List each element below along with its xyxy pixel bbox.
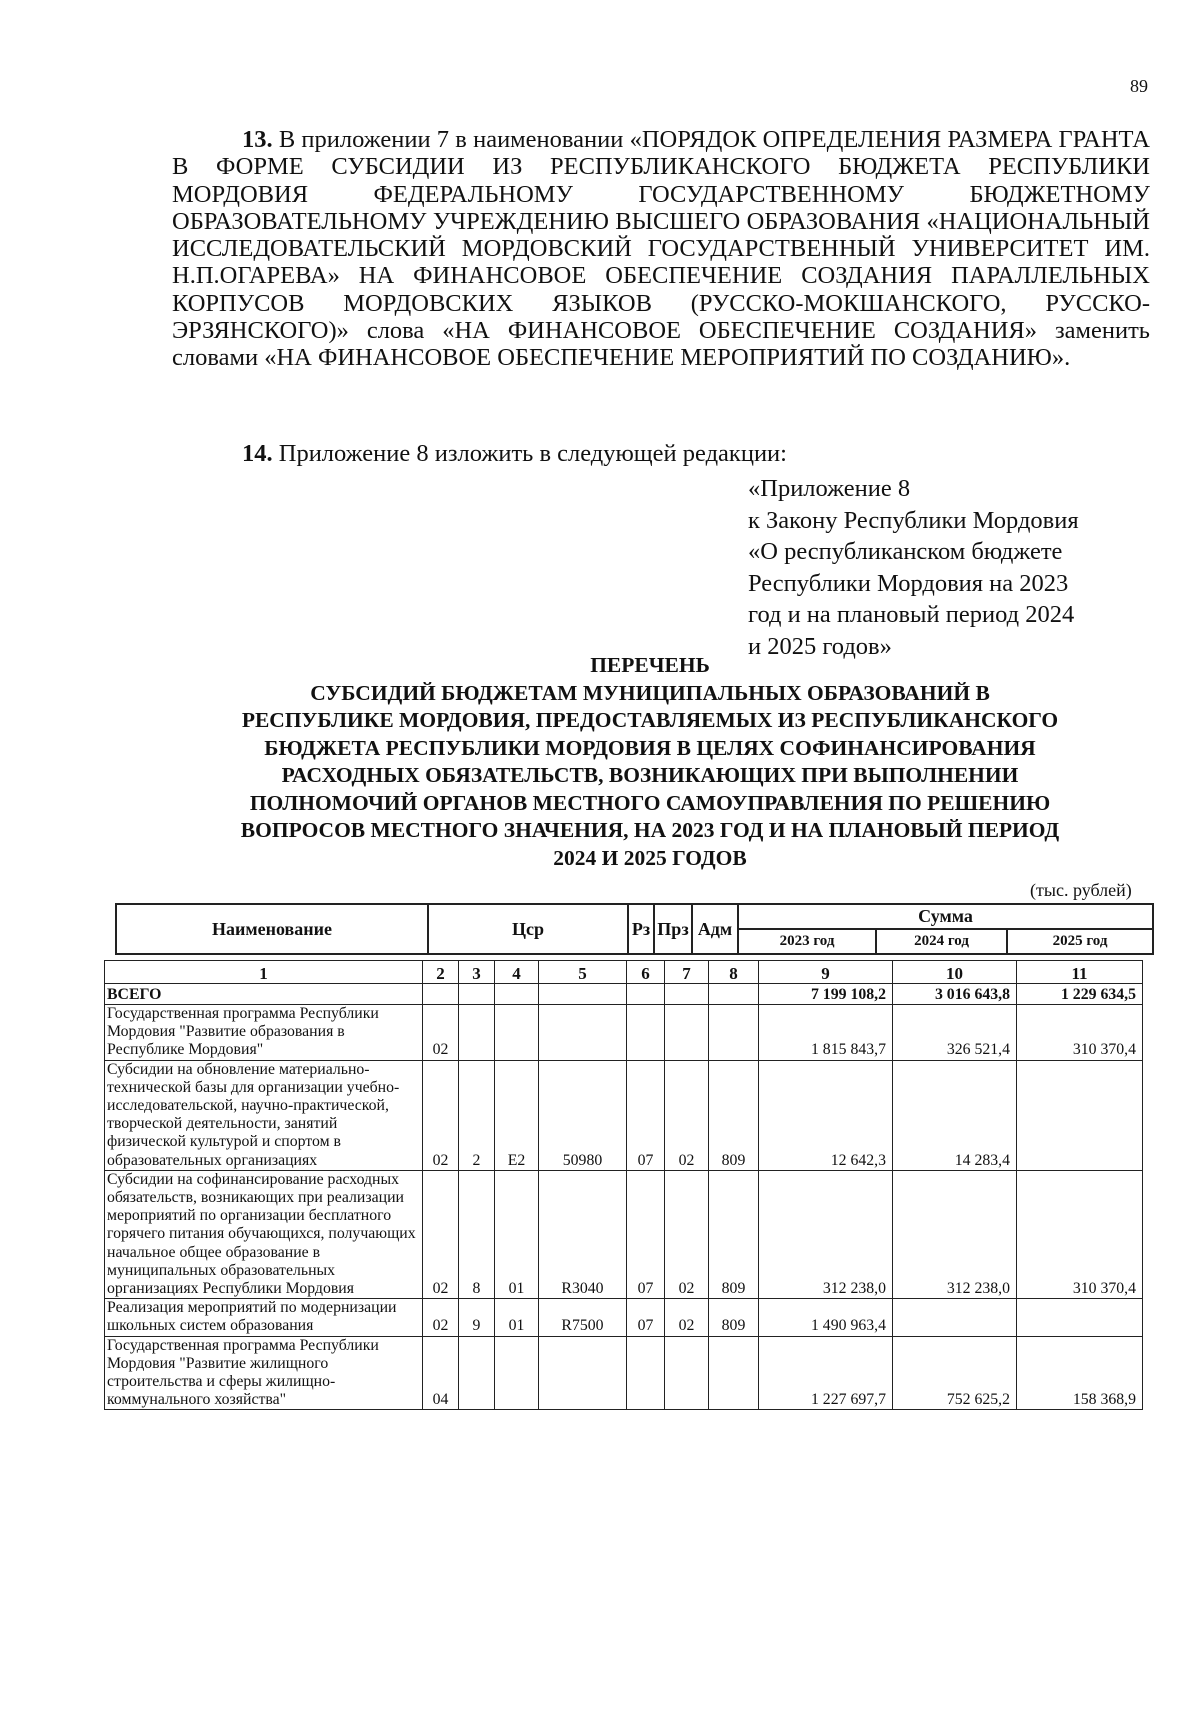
column-number: 8 [709, 961, 759, 984]
paragraph-14-text: Приложение 8 изложить в следующей редакции: [272, 440, 787, 467]
column-number: 4 [495, 961, 539, 984]
appendix-line: Республики Мордовия на 2023 [748, 569, 1069, 597]
page-number: 89 [1130, 76, 1148, 96]
unit-note: (тыс. рублей) [1030, 880, 1132, 900]
total-label: ВСЕГО [105, 984, 423, 1005]
appendix-line: и 2025 годов» [748, 632, 892, 660]
table-cell [459, 984, 495, 1005]
row-name: Государственная программа Республики Мордовия "Развитие образования в Республике Мордовия" [105, 1005, 423, 1061]
row-2025: 310 370,4 [1017, 1005, 1143, 1061]
row-csr-2 [459, 1005, 495, 1061]
table-cell [627, 984, 665, 1005]
row-2025: 310 370,4 [1017, 1170, 1143, 1298]
row-rz: 07 [627, 1299, 665, 1336]
row-prz [665, 1005, 709, 1061]
subsidies-table [104, 960, 1143, 1410]
table-row [105, 1060, 1143, 1170]
row-csr-1: 02 [423, 1299, 459, 1336]
row-adm: 809 [709, 1060, 759, 1170]
table-row [105, 1170, 1143, 1298]
row-csr-2: 9 [459, 1299, 495, 1336]
appendix-line: «О республиканском бюджете [748, 538, 1063, 565]
row-2024: 312 238,0 [893, 1170, 1017, 1298]
row-rz: 07 [627, 1060, 665, 1170]
row-rz: 07 [627, 1170, 665, 1298]
title-line: ПЕРЕЧЕНЬ [590, 653, 710, 677]
paragraph-14-number: 14. [242, 440, 273, 467]
table-cell [423, 984, 459, 1005]
row-csr-4 [539, 1336, 627, 1410]
row-2025 [1017, 1060, 1143, 1170]
column-number: 3 [459, 961, 495, 984]
header-prz: Прз [654, 904, 692, 954]
row-csr-3: 01 [495, 1299, 539, 1336]
row-csr-3 [495, 1336, 539, 1410]
row-csr-3 [495, 1005, 539, 1061]
row-csr-3: 01 [495, 1170, 539, 1298]
row-adm [709, 1336, 759, 1410]
row-adm [709, 1005, 759, 1061]
table-cell [709, 984, 759, 1005]
column-number: 2 [423, 961, 459, 984]
paragraph-14 [242, 440, 1142, 467]
row-prz: 02 [665, 1060, 709, 1170]
paragraph-13-text: В приложении 7 в наименовании «ПОРЯДОК ОПРЕДЕЛЕНИЯ РАЗМЕРА ГРАНТА В ФОРМЕ СУБСИДИИ ИЗ РЕСПУБЛИКАНСКОГО БЮДЖЕТА РЕСПУБЛИКИ МОРДОВИЯ ФЕДЕРАЛЬНОМУ ГОСУДАРСТВЕННОМУ БЮДЖЕТНОМУ ОБРАЗОВАТЕЛЬНОМУ УЧРЕЖДЕНИЮ ВЫСШЕГО ОБРАЗОВАНИЯ «НАЦИОНАЛЬНЫЙ ИССЛЕДОВАТЕЛЬСКИЙ МОРДОВСКИЙ ГОСУДАРСТВЕННЫЙ УНИВЕРСИТЕТ ИМ. Н.П.ОГАРЕВА» НА ФИНАНСОВОЕ ОБЕСПЕЧЕНИЕ СОЗДАНИЯ ПАРАЛЛЕЛЬНЫХ КОРПУСОВ МОРДОВСКИХ ЯЗЫКОВ (РУССКО-МОКШАНСКОГО, РУССКО-ЭРЗЯНСКОГО)» слова «НА ФИНАНСОВОЕ ОБЕСПЕЧЕНИЕ СОЗДАНИЯ» заменить словами «НА ФИНАНСОВОЕ ОБЕСПЕЧЕНИЕ МЕРОПРИЯТИЙ ПО СОЗДАНИЮ». [172, 126, 1150, 372]
title-line: 2024 И 2025 ГОДОВ [553, 845, 747, 870]
row-adm: 809 [709, 1299, 759, 1336]
row-2024 [893, 1299, 1017, 1336]
row-csr-1: 02 [423, 1170, 459, 1298]
paragraph-13 [172, 126, 1150, 372]
row-csr-1: 02 [423, 1060, 459, 1170]
row-rz [627, 1005, 665, 1061]
row-csr-4: R7500 [539, 1299, 627, 1336]
row-name: Субсидии на обновление материально-технической базы для организации учебно-исследовательской, научно-практической, творческой деятельности, занятий физической культурой и спортом в образовательных организациях [105, 1060, 423, 1170]
total-2023: 7 199 108,2 [759, 984, 893, 1005]
row-prz: 02 [665, 1170, 709, 1298]
row-2023: 1 490 963,4 [759, 1299, 893, 1336]
row-csr-4: 50980 [539, 1060, 627, 1170]
table-cell [665, 984, 709, 1005]
row-csr-3: Е2 [495, 1060, 539, 1170]
column-number: 7 [665, 961, 709, 984]
row-2023: 12 642,3 [759, 1060, 893, 1170]
row-2023: 312 238,0 [759, 1170, 893, 1298]
total-row [105, 984, 1143, 1005]
row-csr-4 [539, 1005, 627, 1061]
row-csr-2 [459, 1336, 495, 1410]
header-rz: Рз [628, 904, 654, 954]
row-2024: 752 625,2 [893, 1336, 1017, 1410]
table-row [105, 1299, 1143, 1336]
row-name: Субсидии на софинансирование расходных обязательств, возникающих при реализации мероприятий по организации бесплатного горячего питания обучающихся, получающих начальное общее образование в муниципальных образовательных организациях Республики Мордовия [105, 1170, 423, 1298]
appendix-line: год и на плановый период 2024 [748, 601, 1075, 628]
header-sum: Сумма [738, 904, 1153, 929]
header-year-2023: 2023 год [738, 929, 876, 954]
column-number: 5 [539, 961, 627, 984]
table-row [105, 1005, 1143, 1061]
header-year-2024: 2024 год [876, 929, 1007, 954]
header-name: Наименование [116, 904, 428, 954]
row-prz [665, 1336, 709, 1410]
row-2024: 326 521,4 [893, 1005, 1017, 1061]
table-cell [539, 984, 627, 1005]
row-2025 [1017, 1299, 1143, 1336]
row-2023: 1 815 843,7 [759, 1005, 893, 1061]
title-line: СУБСИДИЙ БЮДЖЕТАМ МУНИЦИПАЛЬНЫХ ОБРАЗОВАНИЙ В [310, 680, 990, 705]
row-name: Государственная программа Республики Мордовия "Развитие жилищного строительства и сферы жилищно-коммунального хозяйства" [105, 1336, 423, 1410]
row-2023: 1 227 697,7 [759, 1336, 893, 1410]
title-line: ПОЛНОМОЧИЙ ОРГАНОВ МЕСТНОГО САМОУПРАВЛЕНИЯ ПО РЕШЕНИЮ [249, 790, 1051, 815]
column-numbers-row [105, 961, 1143, 984]
total-2025: 1 229 634,5 [1017, 984, 1143, 1005]
paragraph-13-number: 13. [242, 126, 273, 153]
table-header [115, 903, 1154, 955]
appendix-line: «Приложение 8 [748, 475, 911, 502]
column-number: 6 [627, 961, 665, 984]
document-title [150, 652, 1150, 872]
title-line: РЕСПУБЛИКЕ МОРДОВИЯ, ПРЕДОСТАВЛЯЕМЫХ ИЗ РЕСПУБЛИКАНСКОГО [241, 708, 1059, 732]
header-year-2025: 2025 год [1007, 929, 1153, 954]
row-adm: 809 [709, 1170, 759, 1298]
row-2024: 14 283,4 [893, 1060, 1017, 1170]
table-cell [495, 984, 539, 1005]
total-2024: 3 016 643,8 [893, 984, 1017, 1005]
row-csr-1: 02 [423, 1005, 459, 1061]
title-line: РАСХОДНЫХ ОБЯЗАТЕЛЬСТВ, ВОЗНИКАЮЩИХ ПРИ ВЫПОЛНЕНИИ [281, 763, 1019, 787]
column-number: 9 [759, 961, 893, 984]
title-line: ВОПРОСОВ МЕСТНОГО ЗНАЧЕНИЯ, НА 2023 ГОД И НА ПЛАНОВЫЙ ПЕРИОД [240, 818, 1060, 842]
appendix-reference [748, 473, 1128, 662]
appendix-line: к Закону Республики Мордовия [748, 506, 1079, 534]
row-csr-2: 2 [459, 1060, 495, 1170]
header-adm: Адм [692, 904, 738, 954]
row-csr-1: 04 [423, 1336, 459, 1410]
row-2025: 158 368,9 [1017, 1336, 1143, 1410]
row-csr-2: 8 [459, 1170, 495, 1298]
column-number: 10 [893, 961, 1017, 984]
row-prz: 02 [665, 1299, 709, 1336]
column-number: 1 [105, 961, 423, 984]
column-number: 11 [1017, 961, 1143, 984]
table-row [105, 1336, 1143, 1410]
row-rz [627, 1336, 665, 1410]
title-line: БЮДЖЕТА РЕСПУБЛИКИ МОРДОВИЯ В ЦЕЛЯХ СОФИНАНСИРОВАНИЯ [264, 735, 1036, 760]
row-name: Реализация мероприятий по модернизации школьных систем образования [105, 1299, 423, 1336]
row-csr-4: R3040 [539, 1170, 627, 1298]
header-csr: Цср [428, 904, 628, 954]
